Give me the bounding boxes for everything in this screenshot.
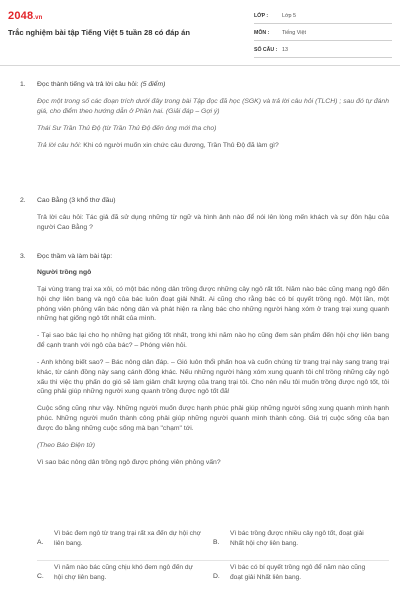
- answer-option-b[interactable]: [213, 526, 389, 558]
- story-paragraph: Tại vùng trang trại xa xôi, có một bác nông dân trồng được những cây ngô rất tốt. Năm nào bác cũng mang ngô đến hội chợ liên bang và ngô của bác luôn đoạt giải Nhất. Ai cũng cho rằng bác có bí quyết trồng ngô. Một lần, một phóng viên phỏng vấn bác nông dân và phát hiện ra rằng bác cho những người hàng xóm ở trang trại xung quanh những hạt giống ngô tốt nhất của mình.: [37, 285, 389, 323]
- meta-value: Tiếng Việt: [282, 30, 306, 37]
- answer-letter: D.: [213, 573, 220, 580]
- answer-option-a[interactable]: [37, 526, 213, 558]
- question-1-body: [37, 97, 389, 157]
- logo-tld: .vn: [33, 15, 43, 21]
- answer-divider: [37, 560, 389, 561]
- story-paragraph: - Tại sao bác lại cho họ những hạt giống tốt nhất, trong khi năm nào họ cũng đem sản phẩm đến hội chợ liên bang để cạnh tranh với ngô của bác? – Phóng viên hỏi.: [37, 332, 389, 350]
- meta-grade: [254, 10, 392, 24]
- document-header: [0, 0, 400, 66]
- question-instruction: Đọc một trong số các đoạn trích dưới đây trong bài Tập đọc đã học (SGK) và trả lời câu hỏi (TLCH) ; sau đó tự đánh giá, cho điểm theo hướng dẫn ở Phần hai. (Giải đáp – Gợi ý): [37, 98, 389, 115]
- question-3-body: [37, 268, 389, 475]
- meta-value: 13: [282, 47, 288, 54]
- question-prompt: Trả lời câu hỏi: Tác giả đã sử dụng những từ ngữ và hình ảnh nào để nói lên lòng mến khách và sự đôn hậu của người Cao Bằng ?: [37, 214, 389, 231]
- answer-text: Vì năm nào bác cũng chịu khó đem ngô đến dự hội chợ liên bang.: [54, 564, 193, 581]
- site-logo[interactable]: [8, 9, 43, 25]
- meta-key: SỐ CÂU :: [254, 47, 278, 54]
- mcq-question: Vì sao bác nông dân trồng ngô được phóng viên phỏng vấn?: [37, 458, 221, 466]
- meta-key: LỚP :: [254, 13, 269, 20]
- answer-text: Vì bác đem ngô từ trang trại rất xa đến dự hội chợ liên bang.: [54, 530, 201, 547]
- question-number: 1.: [20, 81, 26, 88]
- question-number: 2.: [20, 197, 26, 204]
- answer-letter: C.: [37, 573, 44, 580]
- answer-option-d[interactable]: [213, 560, 389, 592]
- answer-letter: A.: [37, 539, 44, 546]
- document-title: Trắc nghiệm bài tập Tiếng Việt 5 tuần 28 có đáp án: [8, 28, 191, 37]
- question-score: (5 điểm): [140, 81, 166, 88]
- reading-passage-ref: Thái Sư Trần Thủ Độ (từ Trần Thủ Độ đến ông mới tha cho): [37, 124, 217, 132]
- question-prompt: [37, 141, 389, 151]
- answer-text: Vì bác có bí quyết trồng ngô để năm nào cũng đoạt giải Nhất liên bang.: [230, 564, 366, 581]
- prompt-text: Khi có người muốn xin chức câu đương, Trần Thủ Độ đã làm gì?: [83, 141, 279, 149]
- prompt-label: Trả lời câu hỏi:: [37, 141, 82, 149]
- question-title: [37, 80, 165, 90]
- meta-subject: [254, 27, 392, 41]
- question-title: Đọc thầm và làm bài tập:: [37, 253, 113, 260]
- story-paragraph: - Anh không biết sao? – Bác nông dân đáp. – Gió luôn thổi phấn hoa và cuốn chúng từ trang trại này sang trang trại khác, từ cánh đồng này sang cánh đồng khác. Nếu những người hàng xóm xung quanh tôi chỉ trồng những cây ngô xấu thì việc thụ phấn do gió sẽ làm giảm chất lượng của trang trại tôi. Cho nên nếu tôi muốn trồng được ngô tốt, tôi cũng phải giúp những người xung quanh trồng được ngô tốt đã!: [37, 358, 389, 396]
- question-number: 3.: [20, 253, 26, 260]
- logo-main: 2048: [8, 10, 34, 22]
- meta-key: MÔN :: [254, 30, 270, 37]
- meta-question-count: [254, 44, 392, 58]
- story-title: Người trồng ngô: [37, 269, 92, 276]
- answer-text: Vì bác trồng được nhiều cây ngô tốt, đoạt giải Nhất hội chợ liên bang.: [230, 530, 364, 547]
- answer-option-c[interactable]: [37, 560, 213, 592]
- question-title-text: Đọc thành tiếng và trả lời câu hỏi:: [37, 81, 139, 88]
- question-title: Cao Bằng (3 khổ thơ đầu): [37, 197, 116, 204]
- answer-letter: B.: [213, 539, 220, 546]
- story-paragraph: Cuộc sống cũng như vậy. Những người muốn được hạnh phúc phải giúp những người sống xung quanh mình hạnh phúc. Những người muốn thành công phải giúp những người quanh mình thành công. Giá trị cuộc sống của bạn được đo bằng những cuộc sống mà bạn "chạm" tới.: [37, 405, 389, 432]
- document-meta: [254, 10, 392, 61]
- meta-value: Lớp 5: [282, 13, 297, 20]
- story-source: (Theo Báo Điện tử): [37, 441, 95, 449]
- question-2-body: [37, 213, 389, 240]
